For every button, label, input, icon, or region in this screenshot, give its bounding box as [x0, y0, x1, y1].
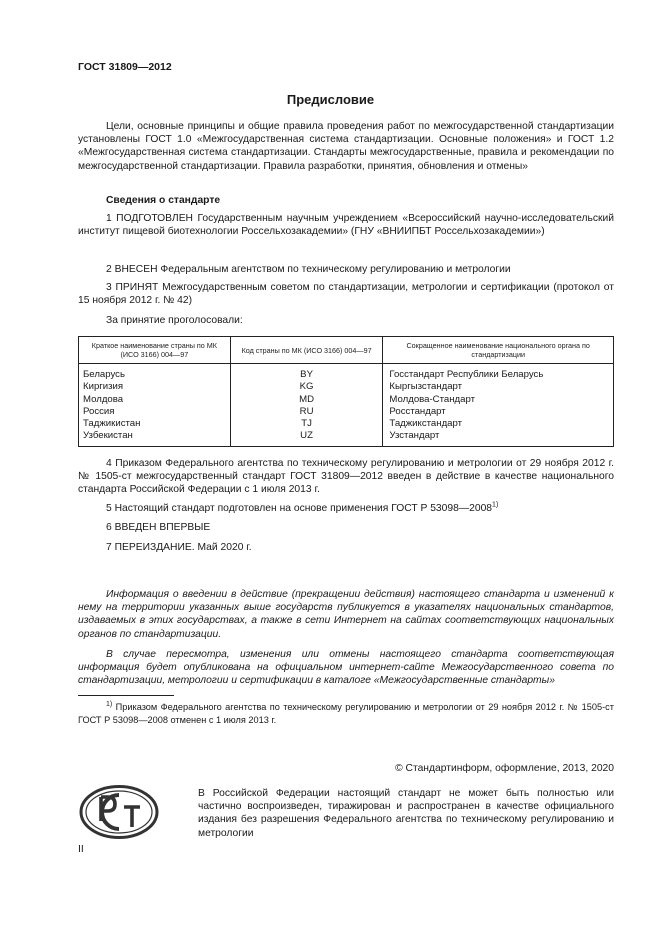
item-5-text: 5 Настоящий стандарт подготовлен на основе применения ГОСТ Р 53098—2008: [106, 503, 493, 514]
table-row: [79, 430, 614, 446]
info-paragraph-1: Информация о введении в действие (прекращении действия) настоящего стандарта и изменений к нему на территории указанных выше государств публикуется в указателях национальных стандартов, издаваемых в этих государствах, а также в сети Интернет на сайтах соответствующих национальных органов по стандартизации.: [78, 589, 614, 640]
rst-logo: [78, 783, 160, 841]
countries-table: [78, 336, 614, 447]
page-title: Предисловие: [286, 92, 375, 107]
country-code: MD: [230, 394, 383, 406]
country-name: Киргизия: [79, 381, 231, 393]
country-code: TJ: [230, 418, 383, 430]
header-standards-body: Сокращенное наименование национального органа по стандартизации: [383, 337, 614, 364]
standards-body: Таджикстандарт: [383, 418, 614, 430]
standards-body: Росстандарт: [383, 406, 614, 418]
country-name: Молдова: [79, 394, 231, 406]
country-name: Россия: [79, 406, 231, 418]
footnote-text: Приказом Федерального агентства по техническому регулированию и метрологии от 29 ноября 2012 г. № 1505-ст ГОСТ Р 53098—2008 отменен с 1 июля 2013 г.: [78, 702, 614, 725]
footnote-ref: 1): [492, 501, 499, 509]
item-6: 6 ВВЕДЕН ВПЕРВЫЕ: [106, 522, 211, 533]
item-7: 7 ПЕРЕИЗДАНИЕ. Май 2020 г.: [106, 542, 252, 553]
table-header-row: [79, 337, 614, 364]
table-row: [79, 394, 614, 406]
table-row: [79, 381, 614, 393]
country-code: BY: [230, 364, 383, 382]
footnote: [78, 701, 614, 726]
item-1: 1 ПОДГОТОВЛЕН Государственным научным учреждением «Всероссийский научно-исследовательский институт пищевой биотехнологии Россельхозакадемии» (ГНУ «ВНИИПБТ Россельхозакадемии»): [78, 213, 614, 238]
section-heading: Сведения о стандарте: [106, 195, 221, 206]
standards-body: Госстандарт Республики Беларусь: [383, 364, 614, 382]
standards-body: Узстандарт: [383, 430, 614, 446]
table-row: [79, 418, 614, 430]
country-code: KG: [230, 381, 383, 393]
country-name: Беларусь: [79, 364, 231, 382]
country-name: Узбекистан: [79, 430, 231, 446]
country-code: RU: [230, 406, 383, 418]
item-5: [78, 502, 614, 515]
footnote-divider: [78, 695, 174, 696]
table-row: [79, 406, 614, 418]
footnote-mark: 1): [106, 700, 113, 708]
item-2: 2 ВНЕСЕН Федеральным агентством по техническому регулированию и метрологии: [106, 264, 511, 275]
intro-paragraph: Цели, основные принципы и общие правила проведения работ по межгосударственной стандартизации установлены ГОСТ 1.0 «Межгосударственная система стандартизации. Основные положения» и ГОСТ 1.2 «Межгосударственная система стандартизации. Стандарты межгосударственные, правила и рекомендации по межгосударственной стандартизации. Правила разработки, принятия, обновления и отмены»: [78, 121, 614, 172]
header-country-code: Код страны по МК (ИСО 3166) 004—97: [230, 337, 383, 364]
copyright: © Стандартинформ, оформление, 2013, 2020: [395, 763, 614, 774]
info-paragraph-2: В случае пересмотра, изменения или отмены настоящего стандарта соответствующая информация будет опубликована на официальном интернет-сайте Межгосударственного совета по стандартизации, метрологии и сертификации в каталоге «Межгосударственные стандарты»: [78, 649, 614, 687]
item-4: 4 Приказом Федерального агентства по техническому регулированию и метрологии от 29 ноября 2012 г. № 1505-ст межгосударственный стандарт ГОСТ 31809—2012 введен в действие в качестве национального стандарта Российской Федерации с 1 июля 2013 г.: [78, 458, 614, 496]
country-code: UZ: [230, 430, 383, 446]
standards-body: Кыргызстандарт: [383, 381, 614, 393]
page-number: II: [78, 843, 84, 855]
standard-number: ГОСТ 31809—2012: [78, 61, 172, 73]
item-3: 3 ПРИНЯТ Межгосударственным советом по стандартизации, метрологии и сертификации (протокол от 15 ноября 2012 г. № 42): [78, 282, 614, 307]
country-name: Таджикистан: [79, 418, 231, 430]
voted-label: За принятие проголосовали:: [106, 315, 243, 326]
reproduction-notice: В Российской Федерации настоящий стандарт не может быть полностью или частично воспроизведен, тиражирован и распространен в качестве официального издания без разрешения Федерального агентства по техническому регулированию и метрологии: [198, 788, 614, 839]
table-row: [79, 364, 614, 382]
standards-body: Молдова-Стандарт: [383, 394, 614, 406]
header-country-name: Краткое наименование страны по МК (ИСО 3166) 004—97: [79, 337, 231, 364]
